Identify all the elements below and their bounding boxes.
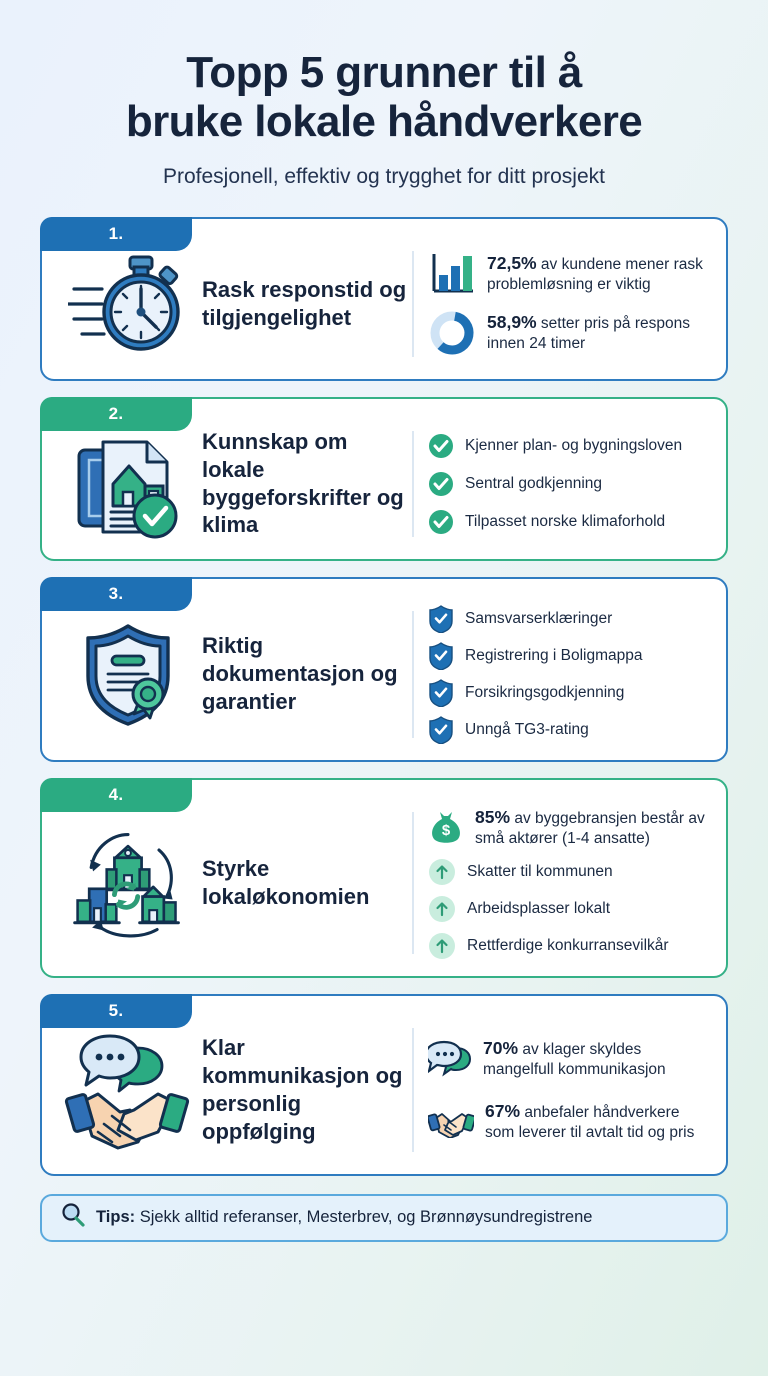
card-heading: Riktig dokumentasjon og garantier bbox=[202, 633, 398, 714]
stat-row bbox=[428, 251, 706, 297]
card-number-badge: 1. bbox=[40, 217, 192, 251]
tips-bar bbox=[40, 1194, 728, 1242]
card-left bbox=[60, 425, 412, 543]
document-house-check-icon bbox=[64, 425, 192, 543]
card-left bbox=[60, 245, 412, 363]
stat-value: 72,5% bbox=[487, 252, 537, 273]
shield-check-icon bbox=[428, 716, 454, 744]
stat-text bbox=[487, 252, 706, 295]
title-line-2: bruke lokale håndverkere bbox=[125, 97, 643, 147]
card-divider bbox=[412, 611, 414, 738]
list-item-label: Kjenner plan- og bygningsloven bbox=[465, 436, 683, 454]
stat-text bbox=[485, 1100, 706, 1143]
arrow-up-circle-icon bbox=[428, 895, 456, 923]
stat-value: 67% bbox=[485, 1100, 521, 1121]
card-heading: Rask responstid og tilgjengelighet bbox=[202, 276, 407, 330]
check-circle-icon bbox=[428, 471, 454, 497]
list-item bbox=[428, 471, 706, 497]
card-list bbox=[428, 605, 708, 744]
svg-text:$: $ bbox=[441, 822, 451, 840]
tips-label: Tips: bbox=[96, 1208, 136, 1227]
list-item-label: Rettferdige konkurransevilkår bbox=[467, 937, 669, 955]
list-item bbox=[428, 932, 706, 960]
list-item bbox=[428, 509, 706, 535]
stat-text bbox=[475, 806, 706, 849]
stat-value: 85% bbox=[475, 806, 511, 827]
arrow-up-circle-icon bbox=[428, 858, 456, 886]
list-item-label: Registrering i Boligmappa bbox=[465, 646, 643, 664]
card-list bbox=[428, 433, 708, 535]
list-item bbox=[428, 679, 706, 707]
page-subtitle: Profesjonell, effektiv og trygghet for ditt prosjekt bbox=[162, 164, 605, 188]
list-item-label: Forsikringsgodkjenning bbox=[465, 683, 625, 701]
card-left bbox=[60, 817, 412, 949]
card-stats bbox=[428, 251, 708, 357]
list-item bbox=[428, 895, 706, 923]
card-left bbox=[60, 1022, 412, 1158]
handshake-chat-icon bbox=[64, 1022, 192, 1158]
bar-chart-icon bbox=[428, 251, 476, 297]
card-mixed bbox=[428, 806, 708, 960]
shield-check-icon bbox=[428, 679, 454, 707]
check-circle-icon bbox=[428, 433, 454, 459]
list-item bbox=[428, 716, 706, 744]
stat-row bbox=[428, 1100, 706, 1143]
shield-certificate-icon bbox=[64, 615, 192, 733]
card-number-badge: 2. bbox=[40, 397, 192, 431]
list-item-label: Skatter til kommunen bbox=[467, 863, 613, 881]
tips-text bbox=[96, 1208, 592, 1227]
card-number-badge: 4. bbox=[40, 778, 192, 812]
stat-label: av kundene mener rask problemløsning er viktig bbox=[487, 255, 703, 294]
stat-row bbox=[428, 309, 706, 357]
arrow-up-circle-icon bbox=[428, 932, 456, 960]
card-number-badge: 3. bbox=[40, 577, 192, 611]
shield-check-icon bbox=[428, 642, 454, 670]
cards-list bbox=[40, 217, 728, 1176]
card-number-badge: 5. bbox=[40, 994, 192, 1028]
card-stats bbox=[428, 1037, 708, 1144]
stat-row bbox=[428, 806, 706, 849]
card-divider bbox=[412, 1028, 414, 1152]
check-circle-icon bbox=[428, 509, 454, 535]
list-item-label: Arbeidsplasser lokalt bbox=[467, 900, 611, 918]
card-2 bbox=[40, 397, 728, 561]
buildings-cycle-icon bbox=[64, 817, 192, 949]
stat-text bbox=[487, 311, 706, 354]
list-item-label: Samsvarserklæringer bbox=[465, 609, 613, 627]
title-line-1: Topp 5 grunner til å bbox=[186, 48, 582, 97]
tips-body: Sjekk alltid referanser, Mesterbrev, og Brønnøysundregistrene bbox=[135, 1208, 593, 1227]
card-heading: Kunnskap om lokale byggeforskrifter og klima bbox=[202, 429, 404, 538]
card-heading: Klar kommunikasjon og personlig oppfølging bbox=[202, 1035, 403, 1144]
stat-label: av klager skyldes mangelfull kommunikasjon bbox=[483, 1040, 666, 1078]
stopwatch-icon bbox=[64, 245, 192, 363]
stat-value: 58,9% bbox=[487, 311, 537, 332]
handshake-small-icon bbox=[428, 1104, 474, 1138]
money-bag-icon bbox=[428, 808, 464, 846]
header bbox=[40, 0, 728, 189]
list-item bbox=[428, 433, 706, 459]
shield-check-icon bbox=[428, 605, 454, 633]
stat-row bbox=[428, 1037, 706, 1080]
stat-label: anbefaler håndverkere som leverer til avtalt tid og pris bbox=[485, 1103, 695, 1141]
list-item-label: Tilpasset norske klimaforhold bbox=[465, 512, 666, 530]
stat-label: av byggebransjen består av små aktører (1-4 ansatte) bbox=[475, 809, 705, 847]
card-divider bbox=[412, 431, 414, 537]
stat-text bbox=[483, 1037, 706, 1080]
list-item bbox=[428, 642, 706, 670]
magnifier-icon bbox=[60, 1202, 86, 1233]
card-1 bbox=[40, 217, 728, 381]
card-5 bbox=[40, 994, 728, 1176]
card-heading: Styrke lokaløkonomien bbox=[202, 855, 370, 909]
page-title bbox=[40, 48, 728, 147]
card-4 bbox=[40, 778, 728, 978]
list-item bbox=[428, 605, 706, 633]
list-item-label: Unngå TG3-rating bbox=[465, 720, 589, 738]
stat-label: setter pris på respons innen 24 timer bbox=[487, 314, 690, 353]
card-divider bbox=[412, 251, 414, 357]
donut-chart-icon bbox=[428, 309, 476, 357]
card-3 bbox=[40, 577, 728, 762]
card-divider bbox=[412, 812, 414, 954]
stat-value: 70% bbox=[483, 1037, 519, 1058]
list-item bbox=[428, 858, 706, 886]
card-left bbox=[60, 615, 412, 733]
list-item-label: Sentral godkjenning bbox=[465, 474, 603, 492]
speech-bubbles-icon bbox=[428, 1038, 472, 1078]
